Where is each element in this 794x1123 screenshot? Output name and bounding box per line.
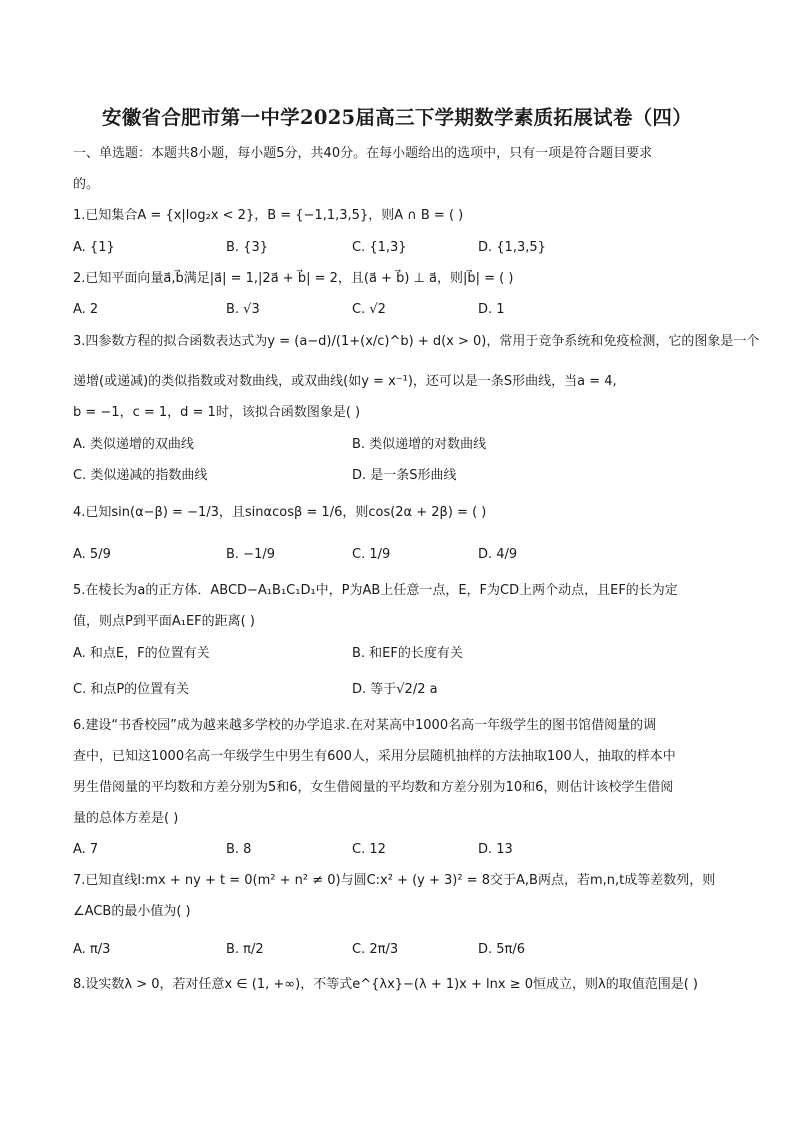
q3-option-a: A. 类似递增的双曲线 [73,437,194,452]
question-2-stem: 2.已知平面向量a⃗,b⃗满足|a⃗| = 1,|2a⃗ + b⃗| = 2，且(a⃗ + b⃗) ⊥ a⃗，则|b⃗| = ( ) [73,271,514,286]
q5-option-b: B. 和EF的长度有关 [352,646,463,661]
question-7-stem-line-1: 7.已知直线l:mx + ny + t = 0(m² + n² ≠ 0)与圆C:x² + (y + 3)² = 8交于A,B两点，若m,n,t成等差数列，则 [73,873,716,888]
q7-option-d: D. 5π/6 [478,942,526,957]
q1-option-c: C. {1,3} [352,240,407,255]
question-6-stem-line-3: 男生借阅量的平均数和方差分别为5和6，女生借阅量的平均数和方差分别为10和6，则估计该校学生借阅 [73,780,674,795]
q1-option-a: A. {1} [73,240,115,255]
question-1-stem: 1.已知集合A = {x|log₂x < 2}，B = {−1,1,3,5}，则A ∩ B = ( ) [73,208,464,223]
question-3-stem-line-2: 递增(或递减)的类似指数或对数曲线，或双曲线(如y = x⁻¹)，还可以是一条S形曲线，当a = 4, [73,374,617,389]
section-heading-line-1: 一、单选题：本题共8小题，每小题5分，共40分。在每小题给出的选项中，只有一项是符合题目要求 [73,146,653,161]
q7-option-b: B. π/2 [226,942,264,957]
q5-option-a: A. 和点E，F的位置有关 [73,646,210,661]
q5-option-c: C. 和点P的位置有关 [73,682,190,697]
q5-option-d: D. 等于√2/2 a [352,682,438,697]
question-6-stem-line-2: 查中，已知这1000名高一年级学生中男生有600人，采用分层随机抽样的方法抽取100人，抽取的样本中 [73,749,676,764]
q1-option-d: D. {1,3,5} [478,240,546,255]
q2-option-c: C. √2 [352,302,386,317]
q7-option-a: A. π/3 [73,942,111,957]
q3-option-c: C. 类似递减的指数曲线 [73,468,208,483]
question-8-stem: 8.设实数λ > 0，若对任意x ∈ (1, +∞)，不等式e^{λx}−(λ + 1)x + lnx ≥ 0恒成立，则λ的取值范围是( ) [73,977,698,992]
q1-option-b: B. {3} [226,240,268,255]
q6-option-a: A. 7 [73,842,99,857]
q3-option-b: B. 类似递增的对数曲线 [352,437,487,452]
q2-option-a: A. 2 [73,302,99,317]
question-6-stem-line-1: 6.建设“书香校园”成为越来越多学校的办学追求.在对某高中1000名高一年级学生的图书馆借阅量的调 [73,718,657,733]
section-heading-line-2: 的。 [73,177,100,192]
question-5-stem-line-1: 5.在棱长为a的正方体．ABCD−A₁B₁C₁D₁中，P为AB上任意一点，E，F为CD上两个动点，且EF的长为定 [73,583,678,598]
q7-option-c: C. 2π/3 [352,942,399,957]
q6-option-c: C. 12 [352,842,386,857]
q6-option-d: D. 13 [478,842,513,857]
question-5-stem-line-2: 值，则点P到平面A₁EF的距离( ) [73,614,255,629]
q4-option-a: A. 5/9 [73,547,111,562]
q2-option-d: D. 1 [478,302,505,317]
q6-option-b: B. 8 [226,842,252,857]
q3-option-d: D. 是一条S形曲线 [352,468,457,483]
q4-option-d: D. 4/9 [478,547,518,562]
page-title: 安徽省合肥市第一中学2025届高三下学期数学素质拓展试卷（四） [101,106,693,129]
question-3-stem-line-3: b = −1，c = 1，d = 1时，该拟合函数图象是( ) [73,405,361,420]
q4-option-b: B. −1/9 [226,547,275,562]
question-4-stem: 4.已知sin(α−β) = −1/3，且sinαcosβ = 1/6，则cos(2α + 2β) = ( ) [73,505,487,520]
q2-option-b: B. √3 [226,302,260,317]
question-6-stem-line-4: 量的总体方差是( ) [73,811,179,826]
question-3-stem-line-1: 3.四参数方程的拟合函数表达式为y = (a−d)/(1+(x/c)^b) + d(x > 0)，常用于竞争系统和免疫检测，它的图象是一个 [73,334,760,349]
question-7-stem-line-2: ∠ACB的最小值为( ) [73,904,191,919]
q4-option-c: C. 1/9 [352,547,391,562]
